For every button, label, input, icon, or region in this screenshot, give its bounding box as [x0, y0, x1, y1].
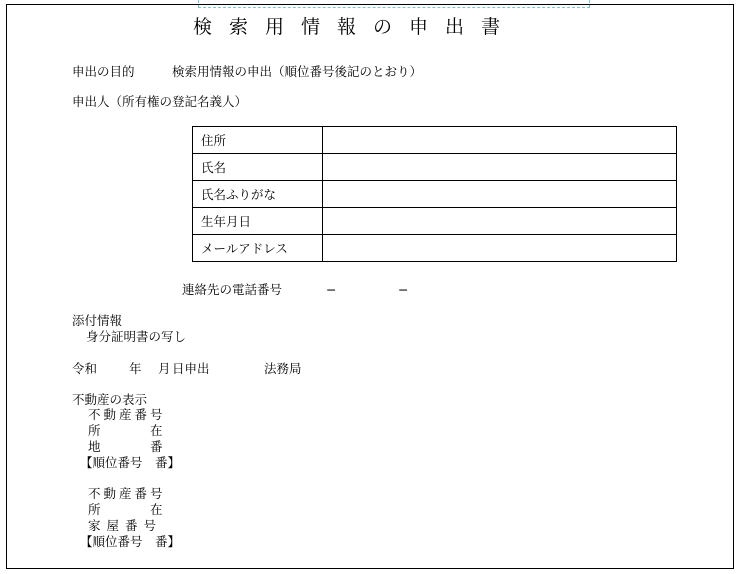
name-label: 氏名: [193, 154, 323, 181]
location-label-1b: 在: [150, 423, 163, 438]
table-row: [193, 208, 677, 235]
applicant-heading: 申出人（所有権の登記名義人）: [72, 94, 248, 109]
date-day: 日申出: [172, 361, 210, 376]
birthdate-label: 生年月日: [193, 208, 323, 235]
birthdate-field[interactable]: [323, 208, 677, 235]
address-field[interactable]: [323, 127, 677, 154]
legal-affairs-bureau: 法務局: [264, 361, 302, 376]
property-number-label-2: 不動産番号: [88, 486, 166, 501]
email-field[interactable]: [323, 235, 677, 262]
applicant-info-table: [192, 126, 677, 262]
table-row: [193, 181, 677, 208]
attachment-item: 身分証明書の写し: [86, 329, 187, 344]
page-border: [6, 4, 734, 569]
email-label: メールアドレス: [193, 235, 323, 262]
table-row: [193, 235, 677, 262]
rank-number-2: 【順位番号 番】: [80, 534, 181, 549]
lot-number-label-a: 地: [88, 439, 101, 454]
property-heading: 不動産の表示: [72, 392, 148, 407]
address-label: 住所: [193, 127, 323, 154]
purpose-label: 申出の目的: [72, 64, 135, 79]
name-furigana-field[interactable]: [323, 181, 677, 208]
header-guide: [198, 0, 590, 8]
property-number-label-1: 不動産番号: [88, 407, 166, 422]
purpose-value: 検索用情報の申出（順位番号後記のとおり）: [172, 64, 423, 79]
house-number-label: 家屋番号: [88, 518, 163, 533]
attachment-heading: 添付情報: [72, 313, 123, 328]
lot-number-label-b: 番: [150, 439, 163, 454]
table-row: [193, 127, 677, 154]
name-field[interactable]: [323, 154, 677, 181]
location-label-1a: 所: [88, 423, 101, 438]
date-year: 年: [129, 361, 142, 376]
date-era: 令和: [72, 361, 98, 376]
table-row: [193, 154, 677, 181]
location-label-2b: 在: [150, 502, 163, 517]
phone-dash-1: −: [326, 282, 337, 297]
phone-dash-2: −: [398, 282, 409, 297]
location-label-2a: 所: [88, 502, 101, 517]
document-title: 検索用情報の申出書: [193, 16, 518, 38]
rank-number-1: 【順位番号 番】: [80, 455, 181, 470]
date-month: 月: [158, 361, 171, 376]
name-furigana-label: 氏名ふりがな: [193, 181, 323, 208]
phone-label: 連絡先の電話番号: [182, 282, 283, 297]
